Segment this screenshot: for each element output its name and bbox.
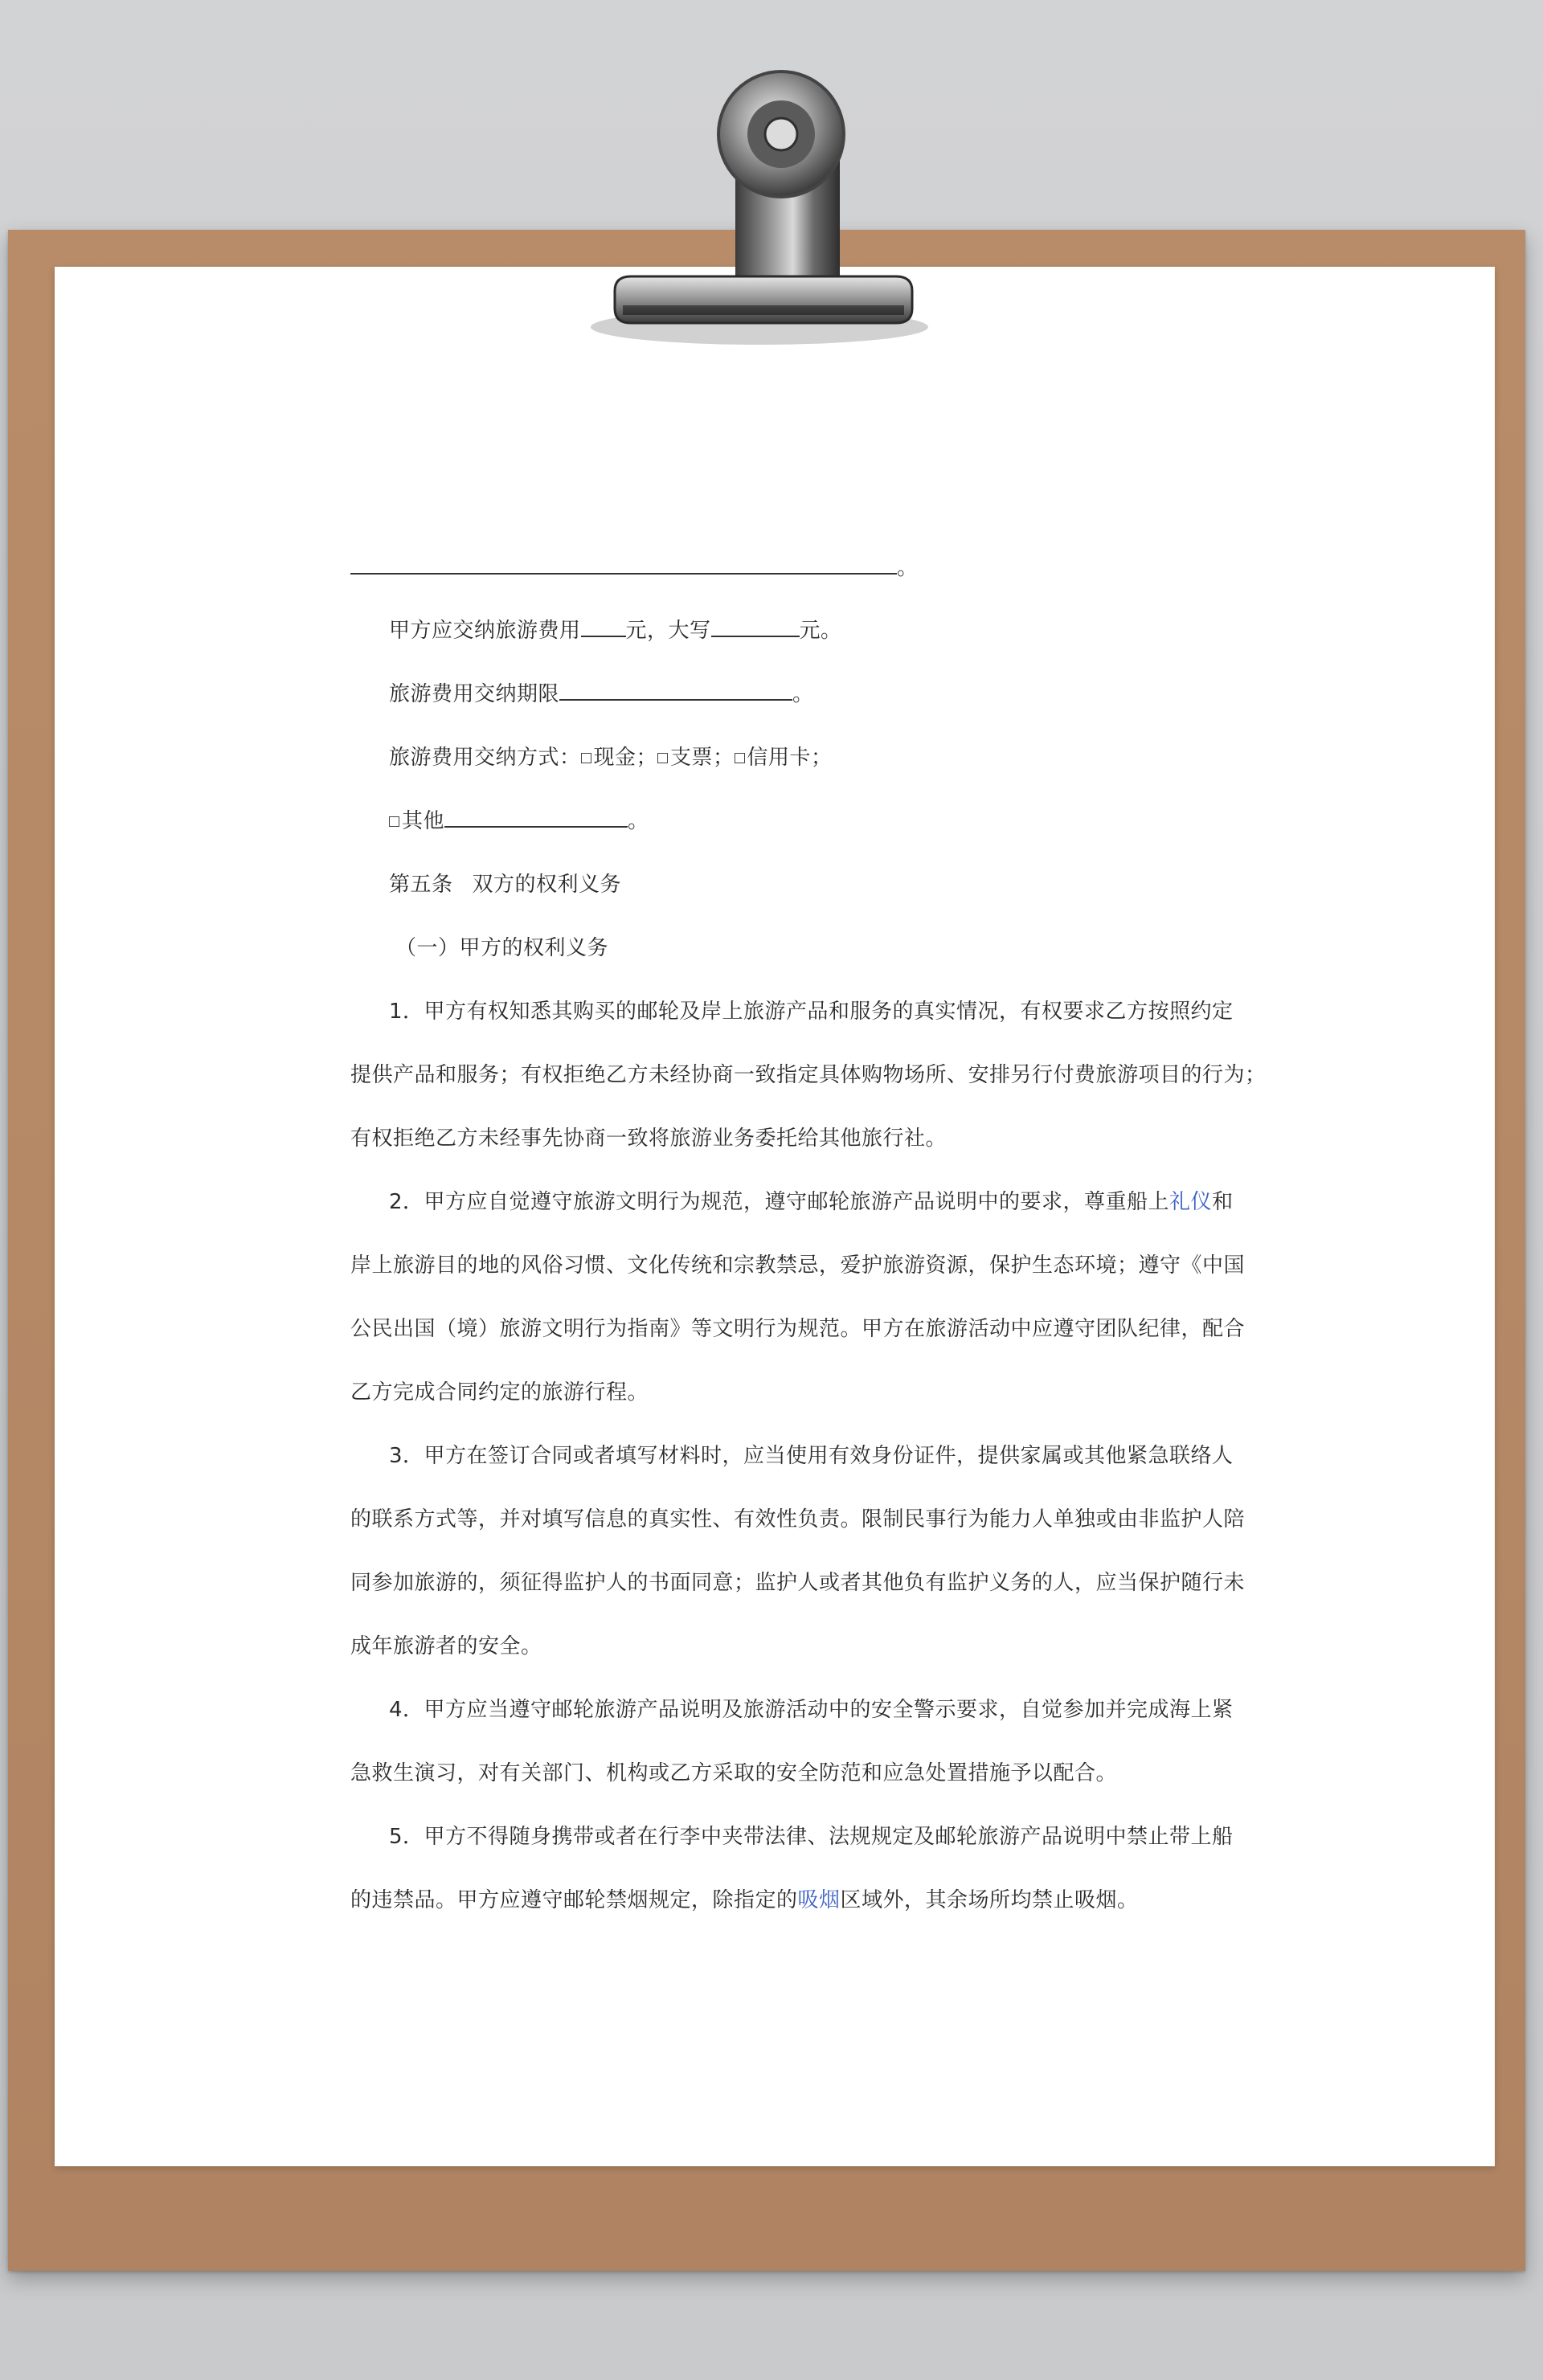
payment-other-row: 其他 。 <box>389 808 649 835</box>
payment-method-row: 旅游费用交纳方式： 现金； 支票； 信用卡； <box>389 746 833 770</box>
item2-line2: 岸上旅游目的地的风俗习惯、文化传统和宗教禁忌，爱护旅游资源，保护生态环境；遵守《中国 <box>350 1253 1246 1278</box>
item2-line4: 乙方完成合同约定的旅游行程。 <box>350 1380 649 1405</box>
item1-line1: 1．甲方有权知悉其购买的邮轮及岸上旅游产品和服务的真实情况，有权要求乙方按照约定 <box>389 1000 1234 1024</box>
item3-line3: 同参加旅游的，须征得监护人的书面同意；监护人或者其他负有监护义务的人，应当保护随行未 <box>350 1571 1246 1595</box>
article-heading: 第五条 双方的权利义务 <box>389 873 622 897</box>
item3-line1: 3．甲方在签订合同或者填写材料时，应当使用有效身份证件，提供家属或其他紧急联络人 <box>389 1444 1234 1468</box>
item2-line3: 公民出国（境）旅游文明行为指南》等文明行为规范。甲方在旅游活动中应遵守团队纪律，配合 <box>350 1317 1246 1341</box>
blank-underline[interactable] <box>350 555 897 575</box>
item3-line2: 的联系方式等，并对填写信息的真实性、有效性负责。限制民事行为能力人单独或由非监护人陪 <box>350 1507 1246 1531</box>
section-heading: （一）甲方的权利义务 <box>395 936 609 960</box>
checkbox-icon[interactable] <box>389 816 399 827</box>
deadline-field[interactable] <box>559 681 792 701</box>
item1-line2: 提供产品和服务；有权拒绝乙方未经协商一致指定具体购物场所、安排另行付费旅游项目的行为； <box>350 1063 1267 1087</box>
checkbox-icon[interactable] <box>581 753 591 763</box>
fee-row: 甲方应交纳旅游费用 元，大写 元。 <box>389 619 842 643</box>
item2-line1: 2．甲方应自觉遵守旅游文明行为规范，遵守邮轮旅游产品说明中的要求，尊重船上礼仪和 <box>389 1190 1234 1214</box>
checkbox-icon[interactable] <box>657 753 668 763</box>
item3-line4: 成年旅游者的安全。 <box>350 1634 542 1658</box>
fee-amount-field[interactable] <box>581 618 626 637</box>
checkbox-icon[interactable] <box>735 753 745 763</box>
fee-uppercase-field[interactable] <box>711 618 800 637</box>
smoking-link[interactable]: 吸烟 <box>797 1888 841 1912</box>
etiquette-link[interactable]: 礼仪 <box>1169 1190 1213 1214</box>
blank-line-row: 。 <box>350 554 919 582</box>
item4-line1: 4．甲方应当遵守邮轮旅游产品说明及旅游活动中的安全警示要求，自觉参加并完成海上紧 <box>389 1698 1234 1722</box>
paper-sheet <box>55 267 1495 2166</box>
binder-clip-icon <box>579 50 948 355</box>
item4-line2: 急救生演习，对有关部门、机构或乙方采取的安全防范和应急处置措施予以配合。 <box>350 1761 1118 1785</box>
deadline-row: 旅游费用交纳期限 。 <box>389 682 814 706</box>
item5-line2: 的违禁品。甲方应遵守邮轮禁烟规定，除指定的吸烟区域外，其余场所均禁止吸烟。 <box>350 1888 1139 1912</box>
item1-line3: 有权拒绝乙方未经事先协商一致将旅游业务委托给其他旅行社。 <box>350 1127 947 1151</box>
other-method-field[interactable] <box>444 808 628 828</box>
item5-line1: 5．甲方不得随身携带或者在行李中夹带法律、法规规定及邮轮旅游产品说明中禁止带上船 <box>389 1825 1234 1849</box>
